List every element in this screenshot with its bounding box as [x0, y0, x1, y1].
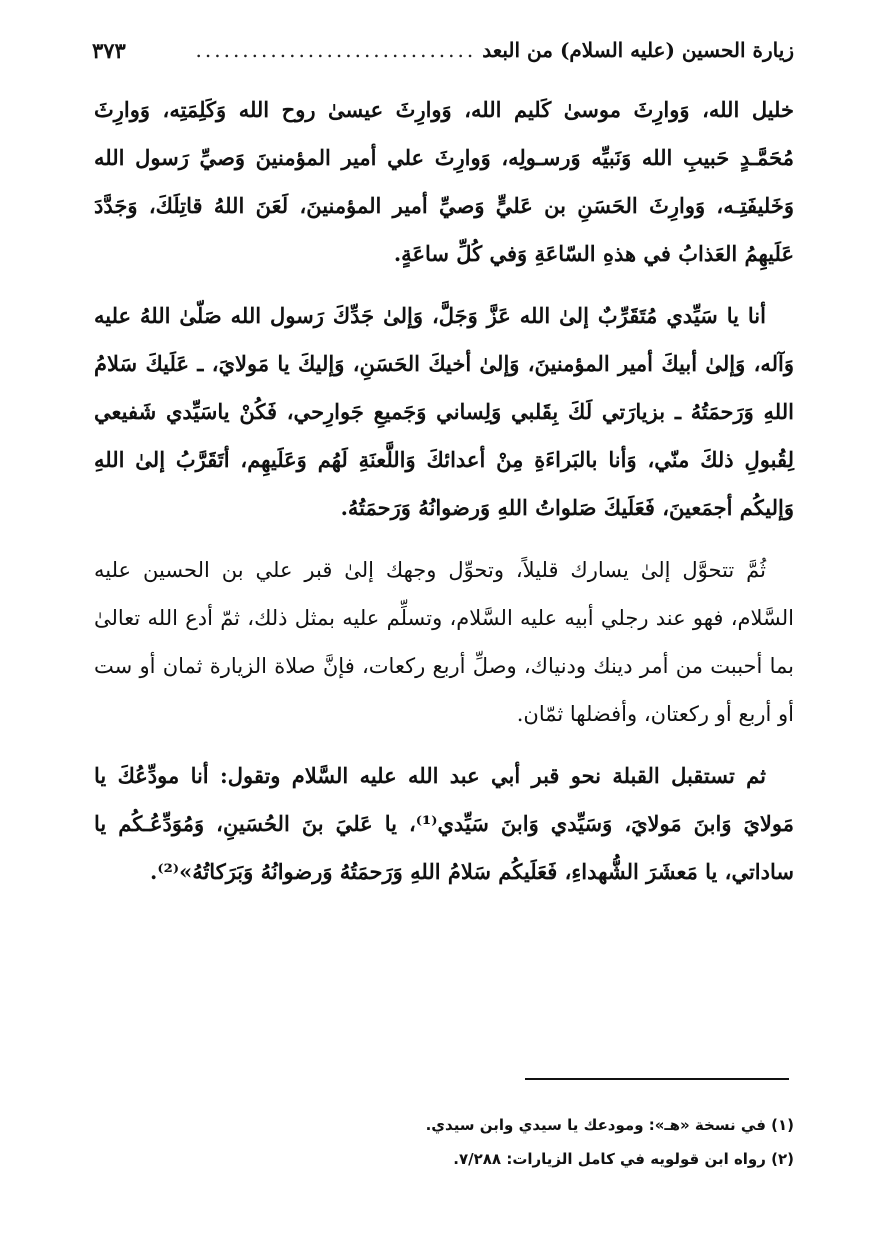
paragraph-4: ثم تستقبل القبلة نحو قبر أبي عبد الله عليه السَّلام وتقول: أنا مودِّعُكَ يا مَولايَ وَابنَ مَولايَ، وَسَيِّدي وَابنَ سَيِّدي⁽¹⁾، يا عَليَ بنَ الحُسَينِ، وَمُوَدِّعُـكُم يا ساداتي، يا مَعشَرَ الشُّهداءِ، فَعَلَيكُم سَلامُ اللهِ وَرَحمَتُهُ وَرضوانُهُ وَبَرَكاتُهُ»⁽²⁾. — [94, 763, 795, 884]
paragraph-1: خليل الله، وَوارِثَ موسىٰ كَليم الله، وَوارِثَ عيسىٰ روح الله وَكَلِمَتِه، وَوارِثَ مُحَمَّـدٍ حَبيبِ الله وَنَبيِّه وَرسـولِه، وَوارِثَ علي أمير المؤمنينَ وَصيِّ رَسول الله وَخَليفَتِـه، وَوارِثَ الحَسَنِ بن عَليٍّ وَصيِّ أمير المؤمنينَ، لَعَنَ اللهُ قاتِلَكَ، وَجَدَّدَ عَلَيهِمُ العَذابُ في هذهِ السّاعَةِ وَفي كُلِّ ساعَةٍ. — [94, 97, 794, 266]
footnote-1: (١) في نسخة «هـ»: ومودعك يا سيدي وابن سيدي. — [425, 1116, 794, 1134]
leader-dots: .............................. — [195, 38, 477, 62]
page-header — [92, 30, 794, 70]
footnote-divider — [525, 1078, 789, 1080]
paragraph-3: ثُمَّ تتحوَّل إلىٰ يسارك قليلاً، وتحوِّل وجهك إلىٰ قبر علي بن الحسين عليه السَّلام، فهو عند رجلي أبيه عليه السَّلام، وتسلِّم عليه بمثل ذلك، ثمّ أدع الله تعالىٰ بما أحببت من أمر دينك ودنياك، وصلِّ أربع ركعات، فإنَّ صلاة الزيارة ثمان أو ست أو أربع أو ركعتان، وأفضلها ثمّان. — [94, 558, 794, 726]
page-number: ٣٧٣ — [92, 37, 126, 63]
footnote-2: (٢) رواه ابن قولويه في كامل الزيارات: ٧/٢٨٨. — [453, 1150, 794, 1168]
footnotes — [300, 1108, 794, 1176]
main-text — [94, 86, 794, 910]
paragraph-2: أنا يا سَيِّدي مُتَقَرِّبٌ إلىٰ الله عَزَّ وَجَلَّ، وَإلىٰ جَدِّكَ رَسول الله صَلّىٰ اللهُ عليه وَآله، وَإلىٰ أبيكَ أمير المؤمنينَ، وَإلىٰ أخيكَ الحَسَنِ، وَإليكَ يا مَولايَ، ـ عَلَيكَ سَلامُ اللهِ وَرَحمَتُهُ ـ بزيارَتي لَكَ بِقَلبي وَلِساني وَجَميعِ جَوارِحي، فَكُنْ ياسَيِّدي شَفيعي لِقُبولِ ذلكَ منّي، وَأنا بالبَراءَةِ مِنْ أعدائكَ وَاللَّعنَةِ لَهُم وَعَلَيهِم، أتَقَرَّبُ إلىٰ اللهِ وَإليكُم أجمَعينَ، فَعَلَيكَ صَلواتُ اللهِ وَرضوانُهُ وَرَحمَتُهُ. — [94, 303, 794, 520]
running-title: زيارة الحسين (عليه السلام) من البعد — [482, 38, 794, 62]
